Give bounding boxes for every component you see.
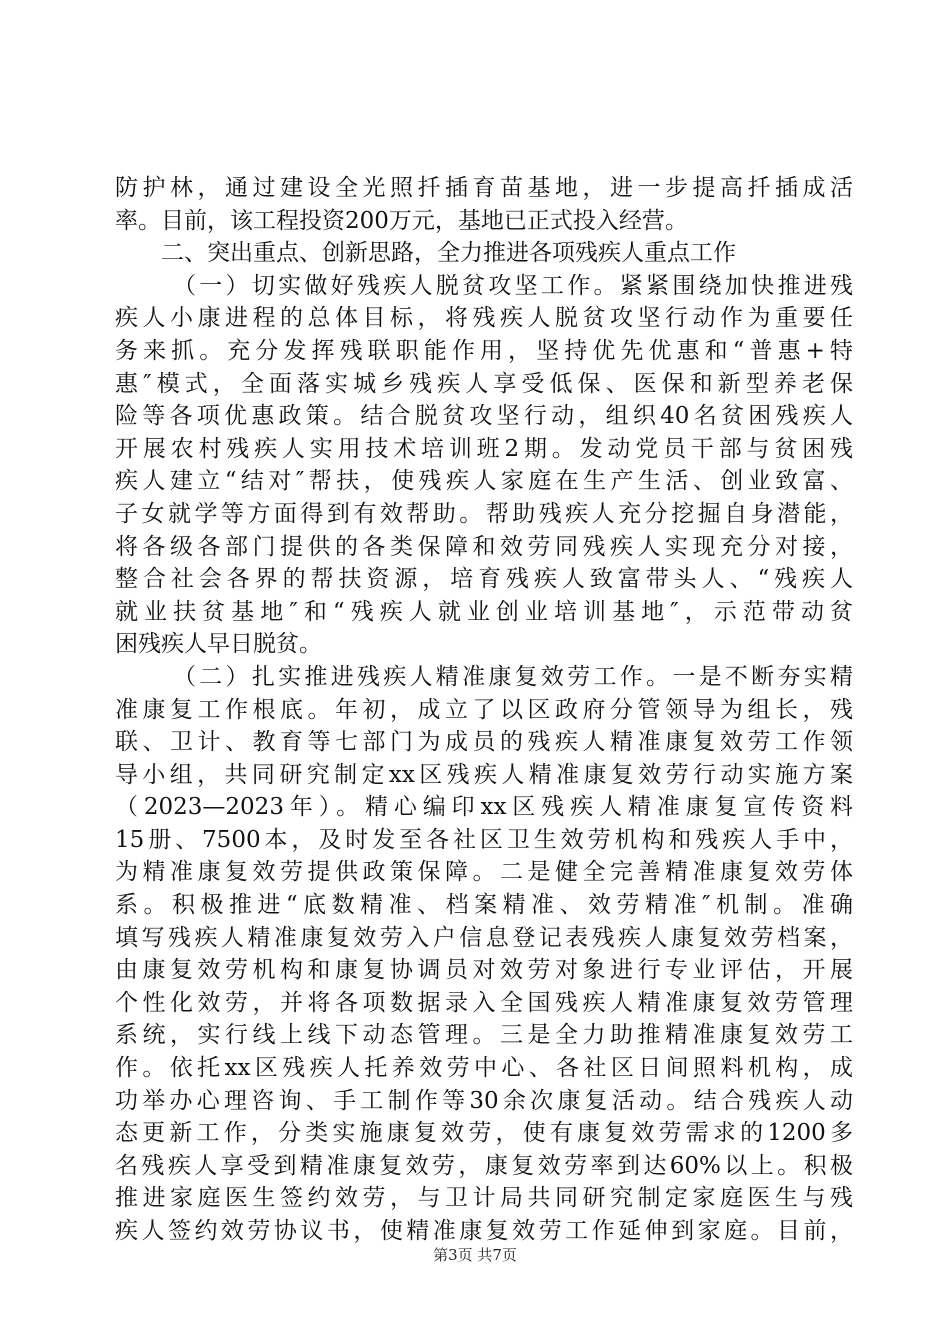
text-line: 整合社会各界的帮扶资源，培育残疾人致富带头人、“残疾人 [115, 566, 853, 593]
paragraph-first-line: （一）切实做好残疾人脱贫攻坚工作。紧紧围绕加快推进残 [173, 272, 853, 299]
text-line: 子女就学等方面得到有效帮助。帮助残疾人充分挖掘自身潜能， [115, 500, 853, 527]
text-line: 准康复工作根底。年初，成立了以区政府分管领导为组长，残 [115, 696, 853, 723]
text-line: 率。目前，该工程投资200万元，基地已正式投入经营。 [115, 207, 688, 234]
text-line: 15册、7500本，及时发至各社区卫生效劳机构和残疾人手中， [115, 826, 853, 853]
text-line: （2023—2023年）。精心编印xx区残疾人精准康复宣传资料 [115, 794, 853, 821]
text-line: 防护林，通过建设全光照扦插育苗基地，进一步提高扦插成活 [115, 175, 853, 201]
text-line: 态更新工作，分类实施康复效劳，使有康复效劳需求的1200多 [115, 1120, 853, 1147]
text-line: 疾人小康进程的总体目标，将残疾人脱贫攻坚行动作为重要任 [115, 305, 853, 332]
text-line: 险等各项优惠政策。结合脱贫攻坚行动，组织40名贫困残疾人 [115, 403, 853, 430]
text-line: 推进家庭医生签约效劳，与卫计局共同研究制定家庭医生与残 [115, 1185, 853, 1212]
text-line: 开展农村残疾人实用技术培训班2期。发动党员干部与贫困残 [115, 435, 853, 462]
text-line: 就业扶贫基地″和“残疾人就业创业培训基地″，示范带动贫 [115, 598, 853, 625]
text-line: 困残疾人早日脱贫。 [115, 631, 322, 658]
page-number-footer: 第3页 共7页 [433, 1246, 517, 1264]
text-line: 填写残疾人精准康复效劳入户信息登记表残疾人康复效劳档案， [115, 924, 853, 951]
text-line: 疾人签约效劳协议书，使精准康复效劳工作延伸到家庭。目前， [115, 1218, 853, 1244]
text-line: 个性化效劳，并将各项数据录入全国残疾人精准康复效劳管理 [115, 989, 853, 1016]
text-line: 系。积极推进“底数精准、档案精准、效劳精准″机制。准确 [115, 892, 853, 919]
paragraph-first-line: （二）扎实推进残疾人精准康复效劳工作。一是不断夯实精 [173, 663, 853, 690]
text-line: 将各级各部门提供的各类保障和效劳同残疾人实现充分对接， [115, 533, 853, 560]
text-line: 作。依托xx区残疾人托养效劳中心、各社区日间照料机构，成 [115, 1055, 853, 1082]
section-heading: 二、突出重点、创新思路，全力推进各项残疾人重点工作 [161, 240, 736, 267]
text-line: 系统，实行线上线下动态管理。三是全力助推精准康复效劳工 [115, 1022, 853, 1049]
text-line: 务来抓。充分发挥残联职能作用，坚持优先优惠和“普惠+特 [115, 337, 853, 364]
text-line: 为精准康复效劳提供政策保障。二是健全完善精准康复效劳体 [115, 859, 853, 886]
text-line: 由康复效劳机构和康复协调员对效劳对象进行专业评估，开展 [115, 957, 853, 984]
text-line: 导小组，共同研究制定xx区残疾人精准康复效劳行动实施方案 [115, 761, 853, 788]
document-body [115, 172, 853, 1248]
text-line: 名残疾人享受到精准康复效劳，康复效劳率到达60%以上。积极 [115, 1152, 853, 1179]
text-line: 疾人建立“结对″帮扶，使残疾人家庭在生产生活、创业致富、 [115, 468, 853, 495]
text-line: 功举办心理咨询、手工制作等30余次康复活动。结合残疾人动 [115, 1087, 853, 1114]
text-line: 联、卫计、教育等七部门为成员的残疾人精准康复效劳工作领 [115, 729, 853, 756]
text-line: 惠″模式，全面落实城乡残疾人享受低保、医保和新型养老保 [115, 370, 853, 397]
